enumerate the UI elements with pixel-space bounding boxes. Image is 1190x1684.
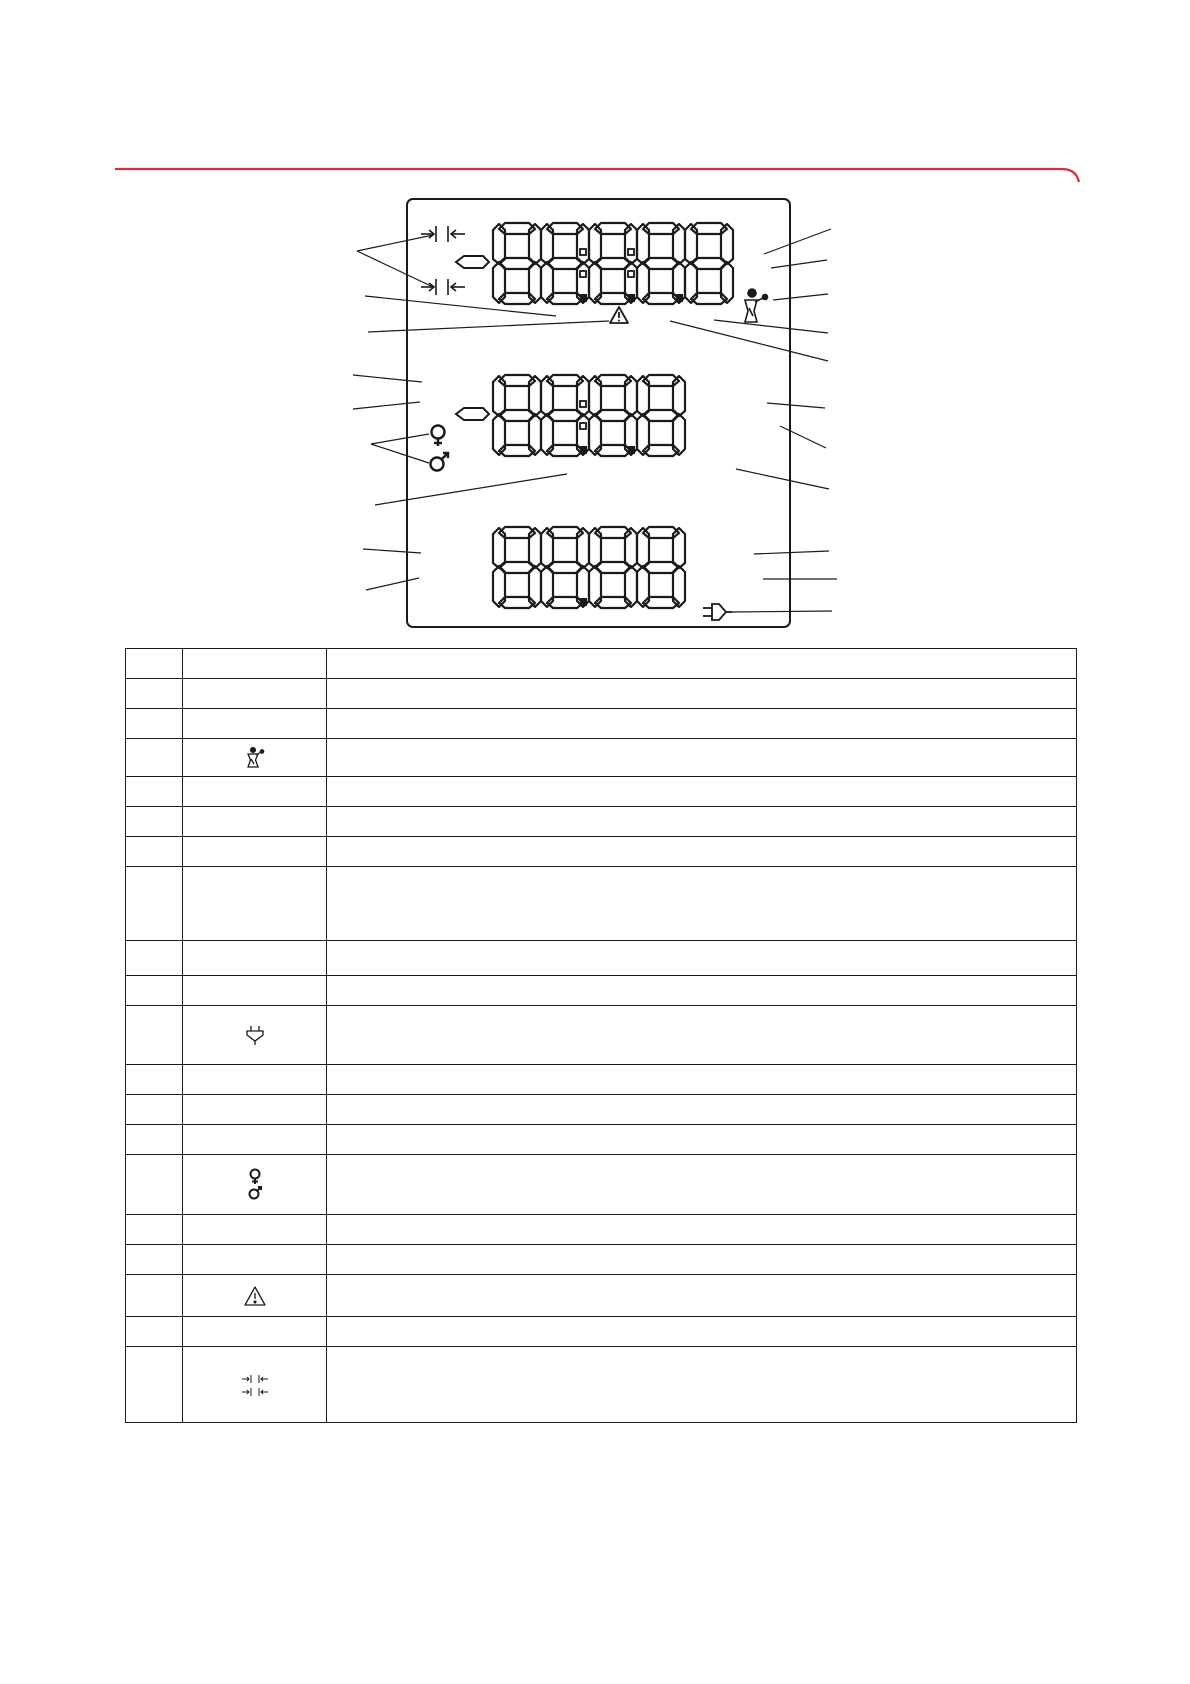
table-cell-description xyxy=(327,976,1077,1006)
table-cell-number xyxy=(126,709,183,739)
table-cell-symbol xyxy=(183,976,327,1006)
table-row xyxy=(126,1125,1077,1155)
leader-line xyxy=(754,551,829,554)
table-row xyxy=(126,1347,1077,1423)
table-row xyxy=(126,1275,1077,1317)
digit-3-4 xyxy=(637,527,685,608)
table-cell-symbol xyxy=(183,679,327,709)
table-cell-description xyxy=(327,1065,1077,1095)
digit-1-2 xyxy=(541,223,589,304)
digit-3-2 xyxy=(541,527,589,608)
table-cell-symbol xyxy=(183,709,327,739)
leader-line xyxy=(767,403,825,408)
separator-1-5 xyxy=(676,294,683,302)
plug-icon xyxy=(245,1024,265,1046)
digit-row-3 xyxy=(493,527,685,608)
table-cell-description xyxy=(327,1347,1077,1423)
table-cell-symbol xyxy=(183,837,327,867)
gender-icon xyxy=(245,1168,265,1202)
channel-arrows-icon xyxy=(240,1370,270,1400)
digit-1-1 xyxy=(493,223,541,304)
table-row xyxy=(126,867,1077,941)
table-row xyxy=(126,1095,1077,1125)
minus-sign-2 xyxy=(456,408,489,420)
leader-line xyxy=(764,229,831,254)
table-row xyxy=(126,941,1077,976)
table-cell-symbol xyxy=(183,941,327,976)
digit-2-2 xyxy=(541,375,589,456)
table-cell-number xyxy=(126,1155,183,1215)
table-row xyxy=(126,1215,1077,1245)
leader-line xyxy=(366,578,419,590)
table-cell-symbol xyxy=(183,649,327,679)
table-cell-number xyxy=(126,679,183,709)
table-cell-description xyxy=(327,739,1077,777)
leader-lines-left xyxy=(353,235,609,590)
table-cell-symbol xyxy=(183,867,327,941)
table-cell-symbol xyxy=(183,807,327,837)
leader-line xyxy=(357,235,433,251)
leader-line xyxy=(736,469,829,489)
digit-3-1 xyxy=(493,527,541,608)
table-row xyxy=(126,679,1077,709)
table-row xyxy=(126,807,1077,837)
table-cell-symbol xyxy=(183,739,327,777)
digit-row-2 xyxy=(456,375,685,456)
table-row xyxy=(126,709,1077,739)
table-cell-symbol xyxy=(183,1095,327,1125)
table-cell-description xyxy=(327,777,1077,807)
leader-line xyxy=(365,296,556,316)
table-cell-symbol xyxy=(183,1275,327,1317)
table-cell-number xyxy=(126,649,183,679)
minus-sign-1 xyxy=(456,256,489,268)
leader-line xyxy=(771,260,827,268)
digit-2-1 xyxy=(493,375,541,456)
table-cell-symbol xyxy=(183,1065,327,1095)
table-cell-number xyxy=(126,867,183,941)
leader-line xyxy=(371,444,429,463)
digit-3-3 xyxy=(589,527,637,608)
table-cell-description xyxy=(327,679,1077,709)
table-row xyxy=(126,649,1077,679)
table-cell-description xyxy=(327,1155,1077,1215)
leader-line xyxy=(773,294,828,300)
table-row xyxy=(126,837,1077,867)
table-cell-symbol xyxy=(183,1245,327,1275)
table-row xyxy=(126,1317,1077,1347)
table-cell-description xyxy=(327,837,1077,867)
table-cell-symbol xyxy=(183,1155,327,1215)
separator-2-2 xyxy=(580,446,587,454)
leader-line xyxy=(368,321,609,332)
separator-1-4 xyxy=(628,294,635,302)
table-cell-description xyxy=(327,807,1077,837)
table-cell-number xyxy=(126,1006,183,1065)
table-cell-description xyxy=(327,941,1077,976)
table-cell-number xyxy=(126,739,183,777)
warning-triangle-icon xyxy=(243,1285,267,1307)
table-cell-number xyxy=(126,1065,183,1095)
table-row xyxy=(126,976,1077,1006)
table-cell-symbol xyxy=(183,1317,327,1347)
table-cell-symbol xyxy=(183,777,327,807)
table-cell-symbol xyxy=(183,1125,327,1155)
separator-1-3 xyxy=(580,294,587,302)
table-cell-number xyxy=(126,1095,183,1125)
table-row xyxy=(126,1006,1077,1065)
separator-2-3 xyxy=(628,446,635,454)
table-cell-description xyxy=(327,1275,1077,1317)
leader-line xyxy=(375,474,567,505)
leader-line xyxy=(357,251,433,287)
table-cell-description xyxy=(327,709,1077,739)
table-row xyxy=(126,777,1077,807)
table-row xyxy=(126,739,1077,777)
table-cell-description xyxy=(327,1006,1077,1065)
leader-line xyxy=(371,434,429,444)
table-cell-number xyxy=(126,1275,183,1317)
table-cell-description xyxy=(327,1095,1077,1125)
legend-table xyxy=(125,648,1077,1423)
leader-line xyxy=(353,375,422,382)
digit-2-3 xyxy=(589,375,637,456)
table-cell-number xyxy=(126,941,183,976)
table-cell-symbol xyxy=(183,1347,327,1423)
table-row xyxy=(126,1065,1077,1095)
leader-line xyxy=(670,321,828,361)
separator-3-1 xyxy=(580,598,587,606)
leader-line xyxy=(732,611,832,612)
leader-line xyxy=(714,320,828,333)
table-row xyxy=(126,1245,1077,1275)
digit-1-3 xyxy=(589,223,637,304)
table-cell-description xyxy=(327,867,1077,941)
table-row xyxy=(126,1155,1077,1215)
table-cell-description xyxy=(327,1317,1077,1347)
table-cell-number xyxy=(126,976,183,1006)
table-cell-number xyxy=(126,1125,183,1155)
leader-line xyxy=(780,426,826,448)
table-cell-description xyxy=(327,1125,1077,1155)
lcd-display-diagram xyxy=(0,0,1190,640)
gender-icon xyxy=(431,426,449,471)
warning-triangle-icon xyxy=(610,307,628,323)
digit-2-4 xyxy=(637,375,685,456)
table-cell-number xyxy=(126,837,183,867)
table-cell-description xyxy=(327,1245,1077,1275)
table-cell-number xyxy=(126,777,183,807)
table-cell-description xyxy=(327,1215,1077,1245)
hourglass-person-icon xyxy=(745,289,768,322)
digit-1-4 xyxy=(637,223,685,304)
table-cell-description xyxy=(327,649,1077,679)
digit-row-1 xyxy=(456,223,733,304)
table-cell-number xyxy=(126,1245,183,1275)
hourglass-person-icon xyxy=(245,747,265,769)
table-cell-symbol xyxy=(183,1006,327,1065)
leader-line xyxy=(363,549,421,553)
table-cell-symbol xyxy=(183,1215,327,1245)
table-cell-number xyxy=(126,807,183,837)
table-cell-number xyxy=(126,1347,183,1423)
table-cell-number xyxy=(126,1215,183,1245)
plug-icon xyxy=(703,604,732,620)
table-cell-number xyxy=(126,1317,183,1347)
leader-line xyxy=(353,402,420,409)
leader-lines-right xyxy=(670,229,837,612)
digit-1-5 xyxy=(685,223,733,304)
